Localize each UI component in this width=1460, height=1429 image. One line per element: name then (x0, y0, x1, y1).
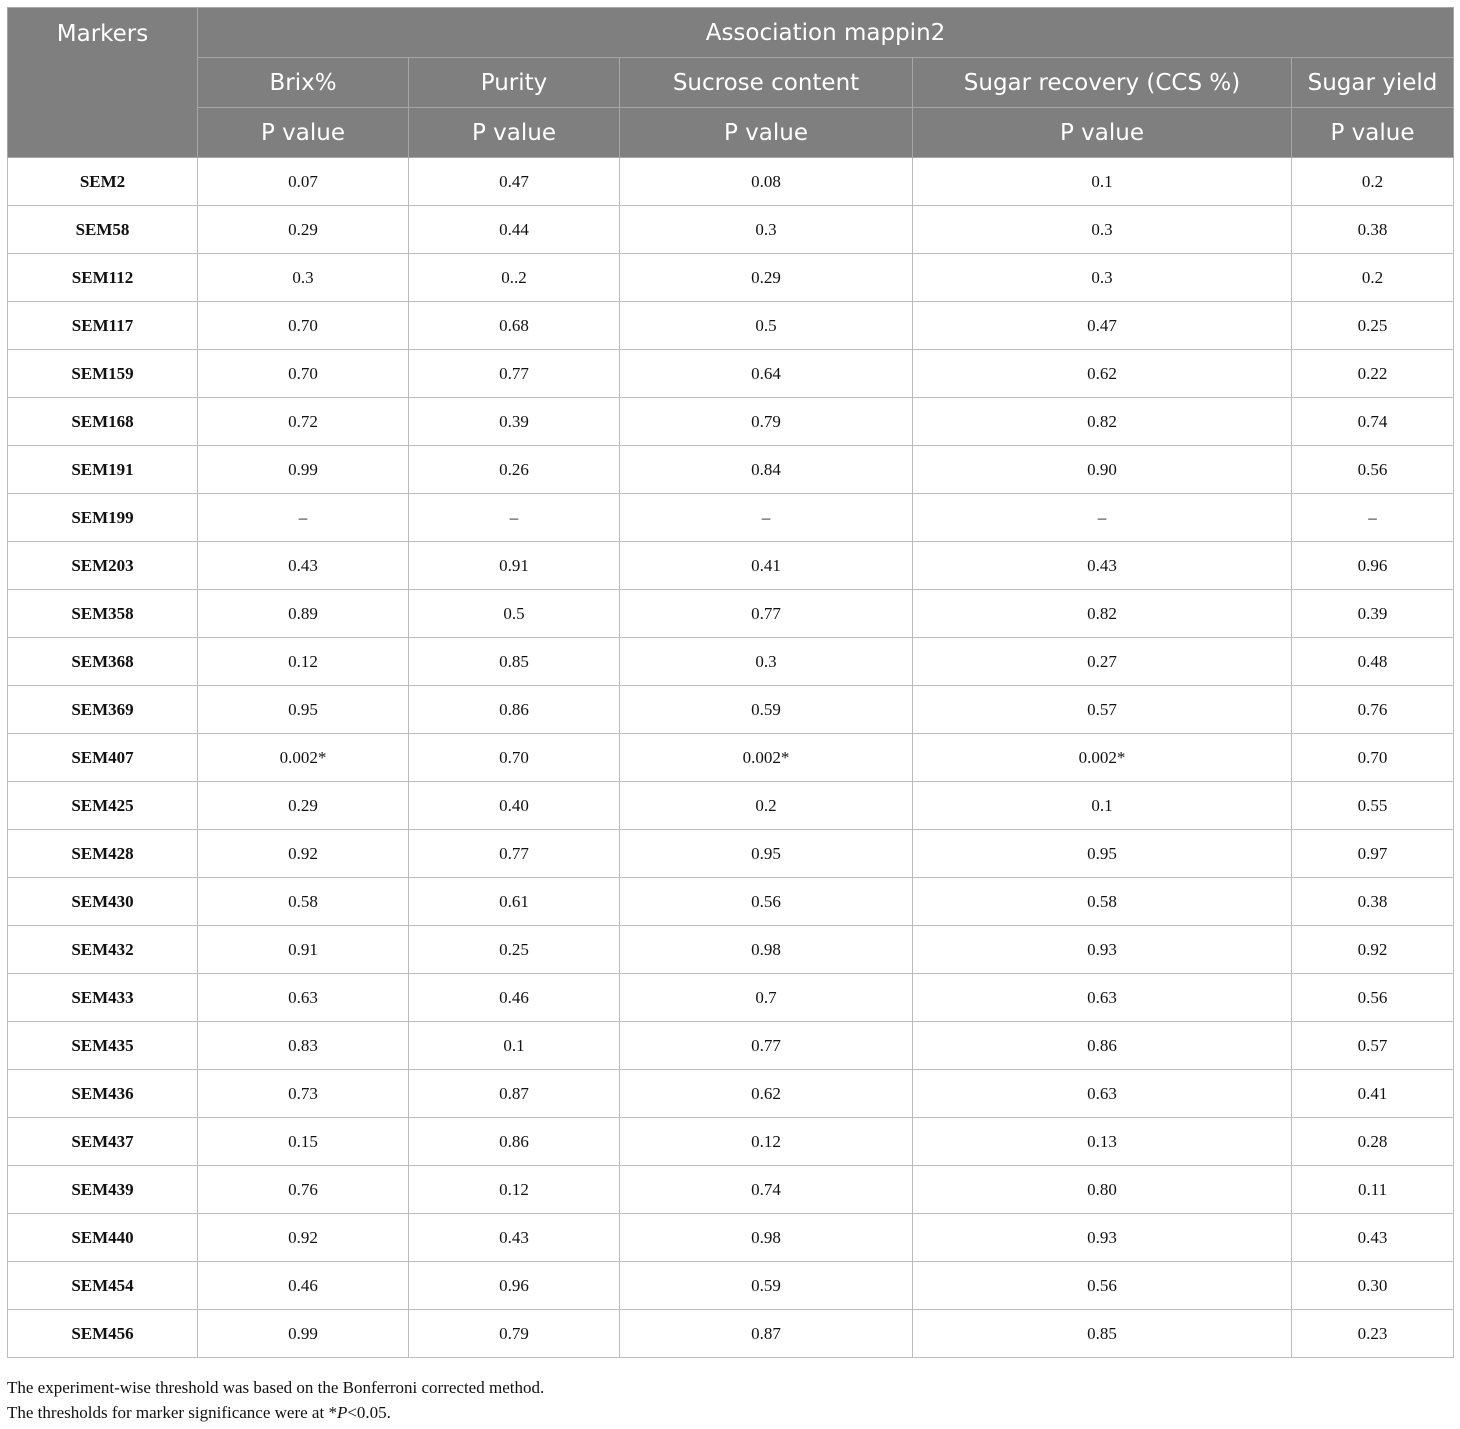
p-value-cell: 0.3 (913, 254, 1292, 302)
p-value-cell: 0.86 (409, 686, 620, 734)
p-value-cell: 0.76 (198, 1166, 409, 1214)
p-value-cell: 0.64 (620, 350, 913, 398)
p-value-cell: 0.29 (198, 782, 409, 830)
p-value-cell: 0.1 (913, 782, 1292, 830)
p-value-cell: 0.5 (620, 302, 913, 350)
p-value-cell: 0.30 (1292, 1262, 1454, 1310)
table-row (8, 782, 1454, 830)
marker-cell: SEM433 (8, 974, 198, 1022)
marker-cell: SEM428 (8, 830, 198, 878)
p-value-cell: 0.73 (198, 1070, 409, 1118)
table-row (8, 974, 1454, 1022)
table-row (8, 1166, 1454, 1214)
marker-cell: SEM432 (8, 926, 198, 974)
p-value-cell: 0.87 (409, 1070, 620, 1118)
table-row (8, 206, 1454, 254)
p-value-cell: 0.29 (620, 254, 913, 302)
p-value-cell: 0.68 (409, 302, 620, 350)
p-value-cell: 0.70 (1292, 734, 1454, 782)
p-value-cell: 0.80 (913, 1166, 1292, 1214)
marker-cell: SEM456 (8, 1310, 198, 1358)
table-header (8, 8, 1454, 158)
table-row (8, 1070, 1454, 1118)
p-value-cell: 0.40 (409, 782, 620, 830)
marker-cell: SEM168 (8, 398, 198, 446)
marker-cell: SEM437 (8, 1118, 198, 1166)
table-row (8, 926, 1454, 974)
p-value-cell: 0.12 (620, 1118, 913, 1166)
p-value-cell: 0.46 (198, 1262, 409, 1310)
p-value-cell: 0.26 (409, 446, 620, 494)
marker-cell: SEM2 (8, 158, 198, 206)
p-value-cell: 0.23 (1292, 1310, 1454, 1358)
p-value-cell: 0.84 (620, 446, 913, 494)
p-value-cell: 0.2 (1292, 158, 1454, 206)
p-value-cell: 0.77 (409, 830, 620, 878)
p-value-cell: – (198, 494, 409, 542)
p-value-header: P value (913, 108, 1292, 158)
p-value-cell: 0.3 (620, 206, 913, 254)
marker-cell: SEM430 (8, 878, 198, 926)
p-value-cell: 0.79 (409, 1310, 620, 1358)
p-value-header: P value (198, 108, 409, 158)
p-value-cell: 0.85 (409, 638, 620, 686)
p-value-cell: 0.86 (913, 1022, 1292, 1070)
marker-cell: SEM191 (8, 446, 198, 494)
p-value-cell: 0.43 (1292, 1214, 1454, 1262)
p-value-cell: 0.25 (1292, 302, 1454, 350)
marker-cell: SEM440 (8, 1214, 198, 1262)
p-value-cell: 0.77 (620, 1022, 913, 1070)
marker-cell: SEM439 (8, 1166, 198, 1214)
p-value-cell: 0.38 (1292, 206, 1454, 254)
markers-header: Markers (8, 8, 198, 158)
table-row (8, 542, 1454, 590)
p-value-cell: 0.56 (913, 1262, 1292, 1310)
p-value-cell: 0.27 (913, 638, 1292, 686)
table-row (8, 350, 1454, 398)
p-value-cell: 0.48 (1292, 638, 1454, 686)
p-value-cell: 0.83 (198, 1022, 409, 1070)
table-row (8, 590, 1454, 638)
p-value-cell: 0.86 (409, 1118, 620, 1166)
p-value-cell: 0.12 (409, 1166, 620, 1214)
p-value-header: P value (409, 108, 620, 158)
p-value-cell: 0.29 (198, 206, 409, 254)
p-value-cell: 0.1 (409, 1022, 620, 1070)
p-value-cell: 0.002* (913, 734, 1292, 782)
p-value-cell: 0.47 (913, 302, 1292, 350)
p-value-cell: 0.85 (913, 1310, 1292, 1358)
table-row (8, 302, 1454, 350)
marker-cell: SEM199 (8, 494, 198, 542)
p-value-cell: 0.22 (1292, 350, 1454, 398)
marker-cell: SEM203 (8, 542, 198, 590)
marker-cell: SEM407 (8, 734, 198, 782)
p-value-cell: 0.47 (409, 158, 620, 206)
table-row (8, 1118, 1454, 1166)
p-value-cell: 0.58 (198, 878, 409, 926)
table-row (8, 878, 1454, 926)
p-value-cell: 0.59 (620, 686, 913, 734)
p-value-cell: 0.5 (409, 590, 620, 638)
p-value-cell: 0.92 (198, 1214, 409, 1262)
p-value-cell: 0.91 (198, 926, 409, 974)
p-value-cell: 0.97 (1292, 830, 1454, 878)
p-value-cell: 0.58 (913, 878, 1292, 926)
p-value-cell: 0.70 (198, 302, 409, 350)
marker-cell: SEM58 (8, 206, 198, 254)
table-row (8, 1310, 1454, 1358)
table-body (8, 158, 1454, 1358)
table-row (8, 1262, 1454, 1310)
p-value-cell: 0.99 (198, 446, 409, 494)
p-value-cell: 0.62 (620, 1070, 913, 1118)
p-value-cell: 0.39 (1292, 590, 1454, 638)
p-value-cell: 0.98 (620, 1214, 913, 1262)
p-value-cell: 0.1 (913, 158, 1292, 206)
p-value-header: P value (1292, 108, 1454, 158)
p-value-cell: 0.90 (913, 446, 1292, 494)
marker-cell: SEM112 (8, 254, 198, 302)
p-value-cell: 0.59 (620, 1262, 913, 1310)
footnote-threshold-suffix: <0.05. (347, 1403, 391, 1422)
p-value-cell: 0.56 (620, 878, 913, 926)
marker-cell: SEM369 (8, 686, 198, 734)
p-value-cell: 0.74 (1292, 398, 1454, 446)
p-value-cell: 0.74 (620, 1166, 913, 1214)
table-row (8, 494, 1454, 542)
p-value-cell: 0.70 (409, 734, 620, 782)
marker-cell: SEM358 (8, 590, 198, 638)
p-value-cell: 0.28 (1292, 1118, 1454, 1166)
marker-cell: SEM436 (8, 1070, 198, 1118)
marker-cell: SEM425 (8, 782, 198, 830)
p-value-cell: 0.99 (198, 1310, 409, 1358)
p-value-cell: – (913, 494, 1292, 542)
p-value-cell: 0.08 (620, 158, 913, 206)
association-table (7, 7, 1454, 1358)
table-container (7, 7, 1453, 1358)
p-value-cell: 0.38 (1292, 878, 1454, 926)
table-row (8, 686, 1454, 734)
table-row (8, 446, 1454, 494)
p-value-cell: 0.44 (409, 206, 620, 254)
p-value-cell: – (620, 494, 913, 542)
p-value-cell: 0.3 (913, 206, 1292, 254)
p-value-cell: 0.63 (198, 974, 409, 1022)
p-value-cell: 0.87 (620, 1310, 913, 1358)
p-value-cell: 0.82 (913, 590, 1292, 638)
p-value-cell: 0.72 (198, 398, 409, 446)
p-value-cell: 0.96 (409, 1262, 620, 1310)
p-value-cell: 0.002* (620, 734, 913, 782)
trait-header: Brix% (198, 58, 409, 108)
p-value-cell: 0.57 (913, 686, 1292, 734)
p-value-cell: 0.96 (1292, 542, 1454, 590)
table-row (8, 158, 1454, 206)
table-row (8, 638, 1454, 686)
p-value-cell: 0.79 (620, 398, 913, 446)
p-value-cell: 0.82 (913, 398, 1292, 446)
p-value-cell: 0.55 (1292, 782, 1454, 830)
p-value-cell: 0.39 (409, 398, 620, 446)
p-value-cell: 0.43 (409, 1214, 620, 1262)
p-value-cell: 0.63 (913, 1070, 1292, 1118)
p-value-cell: 0.3 (198, 254, 409, 302)
footnote-threshold-prefix: The thresholds for marker significance were at * (7, 1403, 337, 1422)
trait-header: Sugar yield (1292, 58, 1454, 108)
table-row (8, 398, 1454, 446)
p-value-cell: 0.93 (913, 1214, 1292, 1262)
p-value-cell: 0.76 (1292, 686, 1454, 734)
p-value-cell: 0.7 (620, 974, 913, 1022)
footnote-bonferroni: The experiment-wise threshold was based on the Bonferroni corrected method. (7, 1378, 545, 1397)
p-value-cell: 0.41 (1292, 1070, 1454, 1118)
p-value-cell: 0..2 (409, 254, 620, 302)
p-value-cell: 0.92 (198, 830, 409, 878)
p-value-cell: – (1292, 494, 1454, 542)
p-value-cell: 0.56 (1292, 446, 1454, 494)
p-value-cell: 0.15 (198, 1118, 409, 1166)
marker-cell: SEM159 (8, 350, 198, 398)
p-value-cell: 0.2 (1292, 254, 1454, 302)
p-value-cell: 0.63 (913, 974, 1292, 1022)
table-row (8, 734, 1454, 782)
p-value-cell: 0.95 (198, 686, 409, 734)
marker-cell: SEM117 (8, 302, 198, 350)
p-value-cell: 0.43 (198, 542, 409, 590)
table-row (8, 1022, 1454, 1070)
p-value-cell: 0.61 (409, 878, 620, 926)
p-value-cell: 0.12 (198, 638, 409, 686)
p-value-cell: – (409, 494, 620, 542)
p-value-cell: 0.25 (409, 926, 620, 974)
p-value-cell: 0.41 (620, 542, 913, 590)
p-value-cell: 0.89 (198, 590, 409, 638)
trait-header: Sucrose content (620, 58, 913, 108)
table-row (8, 830, 1454, 878)
p-value-cell: 0.77 (409, 350, 620, 398)
table-footnotes (7, 1375, 544, 1425)
marker-cell: SEM368 (8, 638, 198, 686)
p-value-cell: 0.46 (409, 974, 620, 1022)
table-row (8, 1214, 1454, 1262)
table-row (8, 254, 1454, 302)
footnote-threshold (7, 1400, 544, 1425)
p-value-cell: 0.56 (1292, 974, 1454, 1022)
p-value-header: P value (620, 108, 913, 158)
p-value-cell: 0.92 (1292, 926, 1454, 974)
p-value-cell: 0.62 (913, 350, 1292, 398)
p-value-cell: 0.95 (913, 830, 1292, 878)
p-value-cell: 0.3 (620, 638, 913, 686)
p-value-cell: 0.95 (620, 830, 913, 878)
association-group-header: Association mappin2 (198, 8, 1454, 58)
footnote-threshold-p: P (336, 1403, 348, 1422)
marker-cell: SEM454 (8, 1262, 198, 1310)
marker-cell: SEM435 (8, 1022, 198, 1070)
p-value-cell: 0.07 (198, 158, 409, 206)
trait-header: Sugar recovery (CCS %) (913, 58, 1292, 108)
p-value-cell: 0.98 (620, 926, 913, 974)
p-value-cell: 0.11 (1292, 1166, 1454, 1214)
p-value-cell: 0.002* (198, 734, 409, 782)
p-value-cell: 0.91 (409, 542, 620, 590)
p-value-cell: 0.77 (620, 590, 913, 638)
p-value-cell: 0.2 (620, 782, 913, 830)
trait-header: Purity (409, 58, 620, 108)
p-value-cell: 0.43 (913, 542, 1292, 590)
p-value-cell: 0.13 (913, 1118, 1292, 1166)
p-value-cell: 0.70 (198, 350, 409, 398)
p-value-cell: 0.93 (913, 926, 1292, 974)
p-value-cell: 0.57 (1292, 1022, 1454, 1070)
